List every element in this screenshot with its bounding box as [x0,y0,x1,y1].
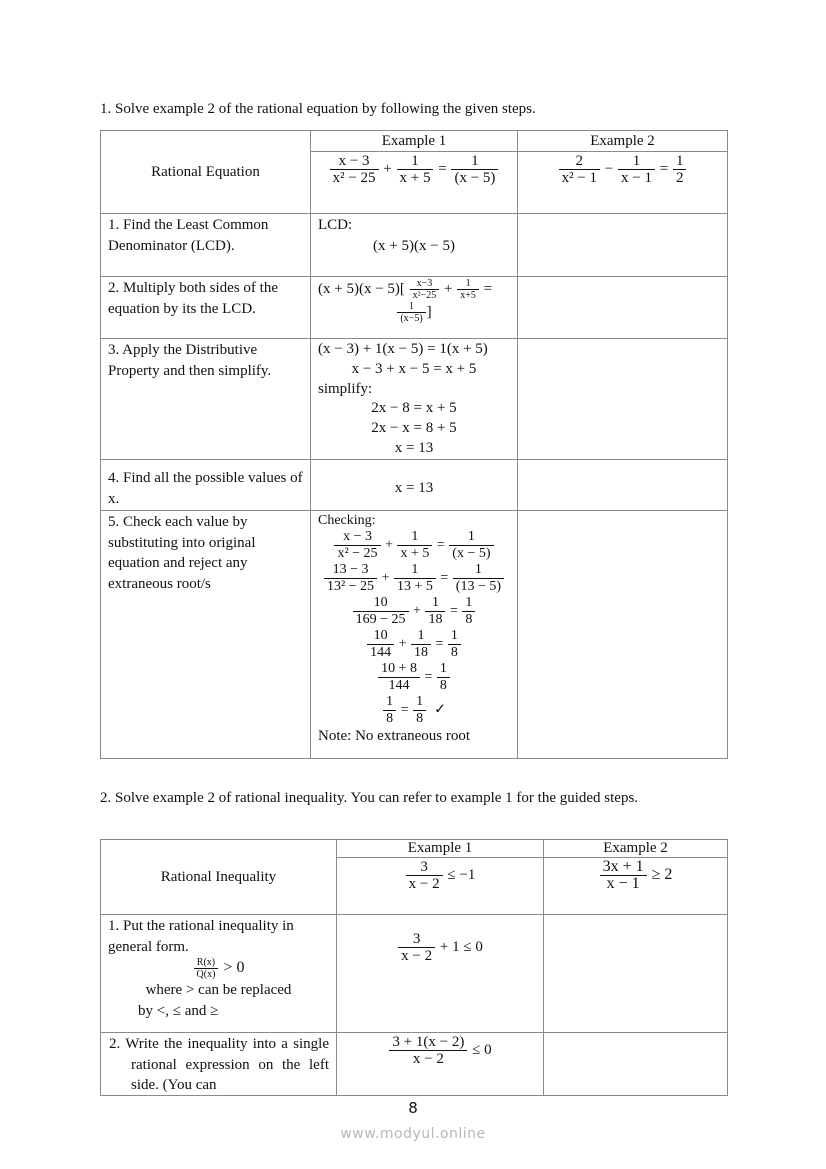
check-line-3 [318,595,510,628]
step-2-line-1 [318,278,510,301]
numerator: 1 [439,661,447,676]
step-4-answer-cell[interactable] [517,459,728,511]
step-1-answer-cell[interactable] [543,914,728,1033]
fraction [378,661,420,694]
fraction [449,529,493,562]
step-4-value: x = 13 [310,459,518,511]
math-text: + [378,570,393,586]
denominator: 8 [413,710,426,727]
general-form [108,957,329,980]
step-2-label: 2. Multiply both sides of the equation by its the LCD. [100,276,311,339]
denominator: x − 2 [389,1050,467,1067]
fraction [448,628,461,661]
numerator: R(x) [196,957,216,969]
denominator: Q(x) [194,968,219,980]
denominator: (x−5) [397,312,425,324]
math-text: > 0 [219,959,245,977]
step-4-label: 4. Find all the possible values of x. [100,459,311,511]
check-line-4 [318,628,510,661]
fraction [353,595,409,628]
fraction [451,153,498,186]
fraction [462,595,475,628]
numerator: x − 3 [338,153,370,169]
where-text: where > can be replaced [145,982,292,999]
math-text: + [409,603,425,619]
math-text: + [440,280,457,297]
numerator: 10 [373,628,388,643]
watermark: www.modyul.online [340,1126,486,1142]
numerator: 10 [373,595,388,610]
step-3-answer-cell[interactable] [517,338,728,460]
numerator: 10 + 8 [381,661,417,676]
fraction [453,562,504,595]
step-5-answer-cell[interactable] [517,510,728,759]
math-text: = [434,160,451,177]
fraction [618,153,655,186]
denominator: x²−25 [410,289,440,301]
math-text: ≤ −1 [443,866,476,883]
fraction [673,153,687,186]
numerator: 1 [465,278,471,289]
numerator: 3 + 1(x − 2) [392,1034,465,1050]
numerator: x−3 [416,278,433,289]
step-2-answer-cell[interactable] [517,276,728,339]
fraction [389,1034,467,1067]
math-text: + [379,160,396,177]
check-line-2 [318,562,510,595]
fraction [425,595,445,628]
denominator: 144 [367,644,394,661]
fraction [406,859,443,892]
math-text: ≤ 0 [468,1041,492,1058]
numerator: 3 [420,859,428,875]
example-2-header: Example 2 [517,130,728,152]
fraction [411,628,431,661]
numerator: 1 [411,153,419,169]
math-text: − [601,160,617,177]
numerator: 3x + 1 [602,858,644,875]
numerator: 1 [450,628,458,643]
step-1-label: 1. Find the Least Common Denominator (LCD). [100,213,311,277]
step-3-line-2: x − 3 + x − 5 = x + 5 [351,360,477,377]
denominator: x + 5 [397,169,434,186]
denominator: x² − 25 [330,169,379,186]
fraction [367,628,394,661]
denominator: (x − 5) [451,169,498,186]
numerator: 1 [411,562,419,577]
numerator: 1 [417,628,425,643]
math-text: = [655,160,672,177]
step-2-line-2 [318,301,510,324]
numerator: 1 [409,301,414,312]
page-number: 8 [408,1099,418,1117]
numerator: 1 [471,153,479,169]
denominator: x + 5 [397,545,432,562]
math-text: = [432,636,447,652]
fraction [194,957,219,980]
question-2: 2. Solve example 2 of rational inequality. You can refer to example 1 for the guided steps. [100,790,639,806]
step-3-line-3: 2x − 8 = x + 5 [371,400,457,417]
denominator: 2 [673,169,687,186]
fraction [324,562,377,595]
math-text: (x + 5)(x − 5)[ [318,280,409,297]
fraction [383,694,396,727]
numerator: 1 [386,694,394,709]
numerator: 1 [465,595,473,610]
question-1: 1. Solve example 2 of the rational equation by following the given steps. [100,101,536,117]
denominator: 18 [411,644,431,661]
fraction [559,153,600,186]
denominator: x+5 [457,289,479,301]
step-1-example-1 [344,931,536,964]
numerator: 1 [416,694,424,709]
denominator: 8 [462,611,475,628]
step-1-answer-cell[interactable] [517,213,728,277]
numerator: 1 [675,153,684,169]
check-line-5 [318,661,510,694]
math-text: = [421,669,436,685]
math-text: = [433,537,449,553]
fraction [600,859,647,892]
row-header-rational-equation: Rational Equation [100,130,311,214]
example-1-equation [318,153,510,186]
numerator: 3 [412,931,421,947]
math-text: + [381,537,397,553]
fraction [394,562,436,595]
numerator: 13 − 3 [332,562,369,577]
fraction [334,529,380,562]
denominator: 8 [437,677,450,694]
step-5-label: 5. Check each value by substituting into original equation and reject any extraneous root/s [100,510,311,759]
example-1-inequality [344,859,536,892]
fraction [413,694,426,727]
denominator: (x − 5) [449,545,493,562]
step-2-example-1 [344,1034,536,1067]
step-3-label: 3. Apply the Distributive Property and then simplify. [100,338,311,460]
numerator: 1 [411,529,419,544]
numerator: 1 [467,529,475,544]
check-line-6 [318,694,510,727]
math-text: = [446,603,462,619]
denominator: (13 − 5) [453,578,504,595]
row-header-rational-inequality: Rational Inequality [100,839,337,915]
fraction [410,278,440,301]
fraction [397,301,425,324]
denominator: x² − 1 [559,169,600,186]
denominator: 13 + 5 [394,578,436,595]
step-3-line-5: x = 13 [394,439,434,456]
note: Note: No extraneous root [318,728,471,744]
denominator: 8 [383,710,396,727]
denominator: 13² − 25 [324,578,377,595]
denominator: 18 [425,611,445,628]
fraction [397,153,434,186]
denominator: x² − 25 [334,545,380,562]
fraction [397,529,432,562]
lcd-label: LCD: [318,217,353,233]
denominator: 144 [378,677,420,694]
numerator: 1 [474,562,482,577]
denominator: 8 [448,644,461,661]
denominator: x − 2 [406,875,443,892]
fraction [330,153,379,186]
example-2-equation [525,153,720,186]
math-text: = [397,702,413,718]
fraction [437,661,450,694]
math-text: ≥ 2 [647,866,673,884]
denominator: x − 2 [398,947,435,964]
check-line-1 [318,529,510,562]
step-3-line-4: 2x − x = 8 + 5 [371,420,457,437]
math-text: ✓ [427,702,446,718]
math-text: = [479,280,493,297]
checking-label: Checking: [318,513,376,528]
lcd-value: (x + 5)(x − 5) [373,237,455,254]
simplify-label: simplify: [318,380,373,397]
fraction [398,931,435,964]
math-text: + [395,636,410,652]
example-1-header: Example 1 [336,839,544,858]
step-2-answer-cell[interactable] [543,1032,728,1096]
by-text: by <, ≤ and ≥ [138,1002,219,1019]
math-text: ] [426,303,432,320]
denominator: x − 1 [618,169,655,186]
step-1-label: 1. Put the rational inequality in general form. [108,918,294,955]
step-2-label: 2. Write the inequality into a single rational expression on the left side. (You can [100,1032,337,1096]
example-2-header: Example 2 [543,839,728,858]
numerator: 2 [575,153,584,169]
step-3-line-1: (x − 3) + 1(x − 5) = 1(x + 5) [318,341,488,357]
math-text: = [436,570,452,586]
numerator: x − 3 [343,529,372,544]
denominator: x − 1 [600,875,647,892]
example-2-inequality [551,859,720,892]
denominator: 169 − 25 [353,611,409,628]
numerator: 1 [431,595,439,610]
numerator: 1 [632,153,641,169]
example-1-header: Example 1 [310,130,518,152]
fraction [457,278,479,301]
math-text: + 1 ≤ 0 [436,938,483,955]
